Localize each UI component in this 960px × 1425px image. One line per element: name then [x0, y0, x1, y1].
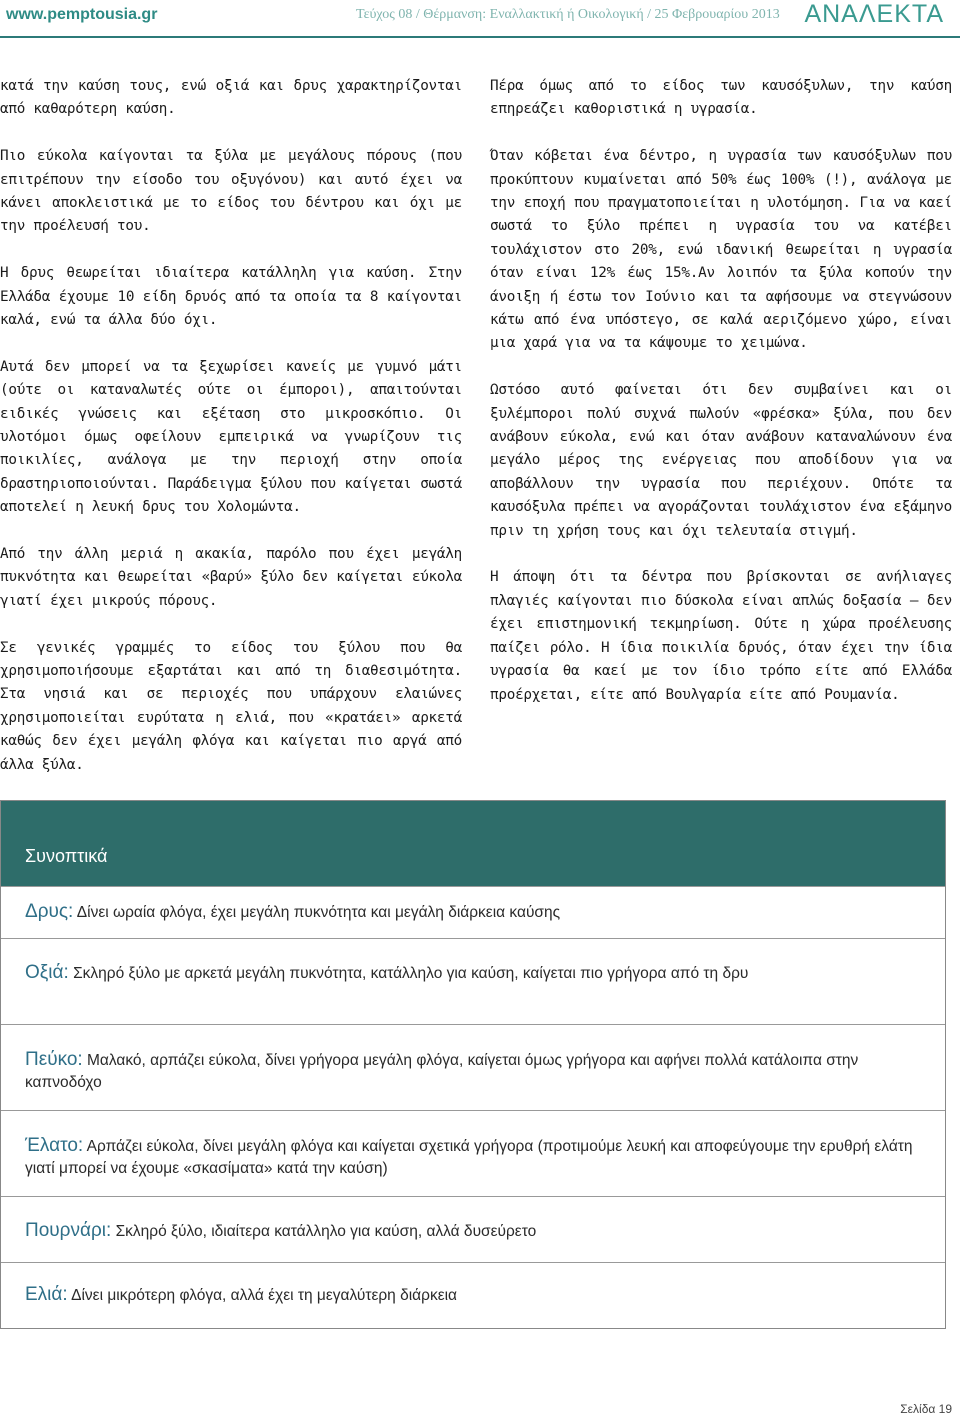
entry-term: Ελιά: [25, 1284, 68, 1305]
paragraph: Όταν κόβεται ένα δέντρο, η υγρασία των καυσόξυλων που προκύπτουν κυμαίνεται από 50% έως 100% (!), ανάλογα με την εποχή που πραγματοποιείται η υλοτόμηση. Για να καεί σωστά το ξύλο πρέπει η υγρασία του να κατέβει τουλάχιστον στο 20%, ενώ ιδανική θεωρείται η υγρασία όταν είναι 12% έως 15%.Αν λοιπόν τα ξύλα κοπούν την άνοιξη ή έστω τον Ιούνιο και τα αφήσουμε να στεγνώσουν κάτω από ένα υπόστεγο, σε καλά αεριζόμενο χώρο, είναι μια χαρά για να τα κάψουμε το χειμώνα. [490, 148, 952, 352]
entry-text: Μαλακό, αρπάζει εύκολα, δίνει γρήγορα μεγάλη φλόγα, καίγεται όμως γρήγορα και αφήνει πολλά κατάλοιπα στην καπνοδόχο [25, 1052, 859, 1091]
right-column [490, 75, 952, 730]
paragraph: Η άποψη ότι τα δέντρα που βρίσκονται σε ανήλιαγες πλαγιές καίγονται πιο δύσκολα είναι απλώς δοξασία – δεν έχει επιστημονική τεκμηρίωση. Ούτε η χώρα προέλευσης παίζει ρόλο. Η ίδια ποικιλία δρυός, όταν έχει την ίδια υγρασία θα καεί με τον ίδιο τρόπο είτε από Ελλάδα προέρχεται, είτε από Βουλγαρία είτε από Ρουμανία. [490, 569, 952, 703]
paragraph: Σε γενικές γραμμές το είδος του ξύλου που θα χρησιμοποιήσουμε εξαρτάται και από τη διαθεσιμότητα. Στα νησιά και σε περιοχές που υπάρχουν ελαιώνες χρησιμοποιείται ευρύτατα η ελιά, που «κρατάει» αρκετά καθώς δεν έχει μεγάλη φλόγα και καίγεται πιο αργά από άλλα ξύλα. [0, 639, 462, 773]
entry-text: Σκληρό ξύλο, ιδιαίτερα κατάλληλο για καύση, αλλά δυσεύρετο [111, 1223, 537, 1240]
summary-title: Συνοπτικά [1, 801, 945, 886]
paragraph: Από την άλλη μεριά η ακακία, παρόλο που έχει μεγάλη πυκνότητα και θεωρείται «βαρύ» ξύλο δεν καίγεται εύκολα γιατί έχει μικρούς πόρους. [0, 546, 462, 609]
summary-box [0, 800, 946, 1329]
summary-entry-oak [1, 886, 945, 938]
paragraph: Πέρα όμως από το είδος των καυσόξυλων, την καύση επηρεάζει καθοριστικά η υγρασία. [490, 78, 952, 118]
entry-text: Αρπάζει εύκολα, δίνει μεγάλη φλόγα και καίγεται σχετικά γρήγορα (προτιμούμε λευκή και αποφεύγουμε την ερυθρή ελάτη γιατί μπορεί να έχουμε «σκασίματα» κατά την καύση) [25, 1138, 913, 1177]
entry-term: Οξιά: [25, 962, 69, 983]
paragraph: Πιο εύκολα καίγονται τα ξύλα με μεγάλους πόρους (που επιτρέπουν την είσοδο του οξυγόνου) και αυτό έχει να κάνει αποκλειστικά με το είδος του δέντρου και όχι με την προέλευσή του. [0, 148, 462, 235]
paragraph: Αυτά δεν μπορεί να τα ξεχωρίσει κανείς με γυμνό μάτι (ούτε οι καταναλωτές ούτε οι έμποροι), απαιτούνται ειδικές γνώσεις και εξέταση στο μικροσκόπιο. Οι υλοτόμοι όμως οφείλουν εμπειρικά να γνωρίζουν τις ποικιλίες, ανάλογα με την περιοχή στην οποία δραστηριοποιούνται. Παράδειγμα ξύλου που καίγεται σωστά αποτελεί η λευκή δρυς του Χολομώντα. [0, 358, 462, 516]
entry-term: Πουρνάρι: [25, 1220, 112, 1241]
entry-text: Δίνει μικρότερη φλόγα, αλλά έχει τη μεγαλύτερη διάρκεια [67, 1287, 458, 1304]
summary-entry-beech [1, 938, 945, 1024]
entry-text: Σκληρό ξύλο με αρκετά μεγάλη πυκνότητα, κατάλληλο για καύση, καίγεται πιο γρήγορα από τη δρυ [68, 965, 749, 982]
entry-term: Πεύκο: [25, 1049, 83, 1070]
left-column [0, 75, 462, 801]
summary-entry-holly-oak [1, 1196, 945, 1262]
paragraph: Η δρυς θεωρείται ιδιαίτερα κατάλληλη για καύση. Στην Ελλάδα έχουμε 10 είδη δρυός από τα οποία τα 8 καίγονται καλά, ενώ τα άλλα δύο όχι. [0, 265, 462, 329]
summary-entry-pine [1, 1024, 945, 1110]
paragraph: κατά την καύση τους, ενώ οξιά και δρυς χαρακτηρίζονται από καθαρότερη καύση. [0, 78, 462, 118]
entry-text: Δίνει ωραία φλόγα, έχει μεγάλη πυκνότητα και μεγάλη διάρκεια καύσης [73, 904, 561, 921]
page-number: Σελίδα 19 [900, 1402, 952, 1416]
page-header [0, 0, 960, 38]
paragraph: Ωστόσο αυτό φαίνεται ότι δεν συμβαίνει και οι ξυλέμποροι πολύ συχνά πωλούν «φρέσκα» ξύλα, που δεν ανάβουν εύκολα, ενώ και όταν ανάβουν καταναλώνουν ένα μεγάλο μέρος της ενέργειας που αποδίδουν για να αποβάλλουν την υγρασία που περιέχουν. Οπότε τα καυσόξυλα πρέπει να αγοράζονται τουλάχιστον ένα εξάμηνο πριν τη χρήση τους και όχι τελευταία στιγμή. [490, 382, 952, 539]
summary-entry-fir [1, 1110, 945, 1196]
issue-info: Τεύχος 08 / Θέρμανση: Εναλλακτική ή Οικολογική / 25 Φεβρουαρίου 2013 [356, 7, 780, 22]
entry-term: Έλατο: [25, 1135, 84, 1156]
entry-term: Δρυς: [25, 901, 74, 922]
site-link[interactable]: www.pemptousia.gr [6, 6, 158, 23]
section-title: ΑΝΑΛΕΚΤΑ [804, 0, 944, 28]
summary-entry-olive [1, 1262, 945, 1328]
